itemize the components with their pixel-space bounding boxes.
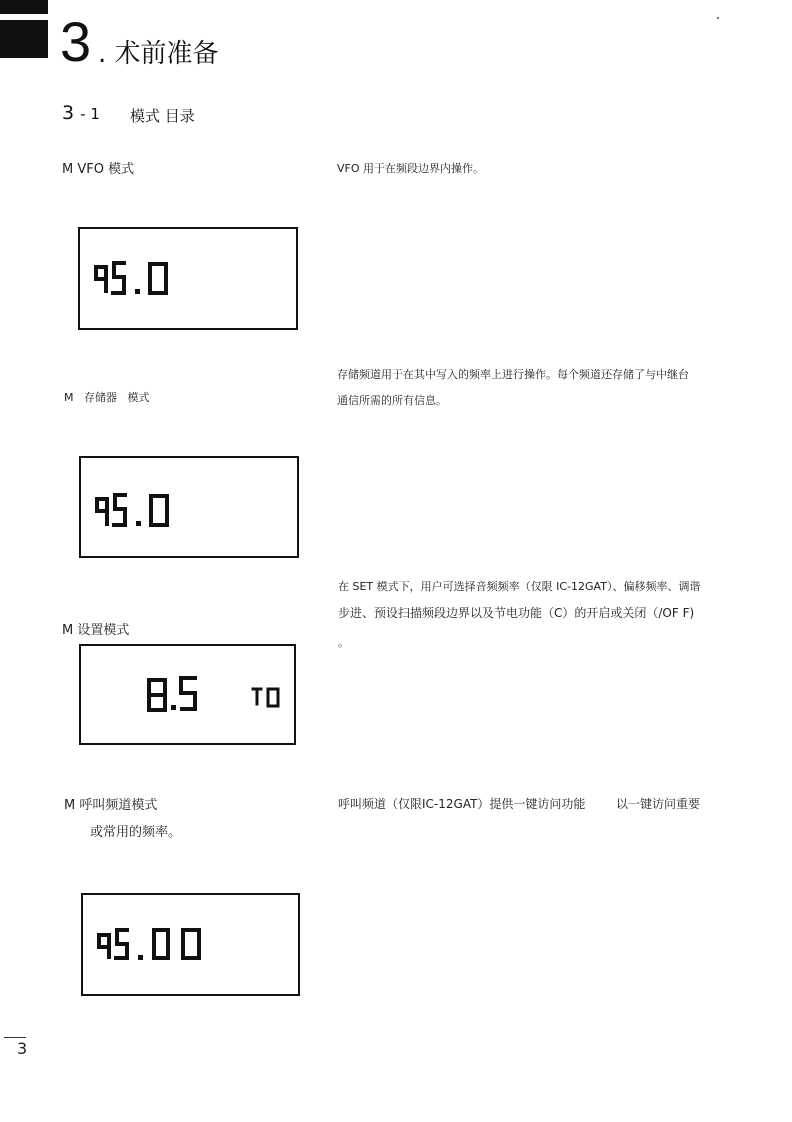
lcd-digits-call xyxy=(83,895,298,994)
mode-label-set: M 设置模式 xyxy=(62,623,130,638)
lcd-display-vfo xyxy=(78,227,298,330)
scan-mark xyxy=(717,17,719,19)
mode-desc-call-line1: 呼叫频道（仅限IC-12GAT）提供一键访问功能 以一键访问重要 xyxy=(338,797,700,811)
mode-label-vfo: M VFO 模式 xyxy=(62,162,135,177)
mode-desc-memory-line1: 存储频道用于在其中写入的频率上进行操作。每个频道还存储了与中继台 xyxy=(337,368,689,381)
lcd-digit-0 xyxy=(150,264,166,293)
lcd-digit-0 xyxy=(154,930,168,958)
lcd-decimal-point xyxy=(135,289,140,294)
page-number-rule xyxy=(4,1037,26,1038)
mode-desc-memory-line2: 通信所需的所有信息。 xyxy=(337,394,447,407)
page-number: 3 xyxy=(17,1039,28,1058)
lcd-digits-set xyxy=(81,646,294,743)
lcd-digit-5 xyxy=(114,495,125,525)
lcd-digit-5 xyxy=(116,930,127,958)
mode-label-call-cont: 或常用的频率。 xyxy=(90,825,182,840)
chapter-number: 3 xyxy=(60,10,92,73)
chapter-tab-top xyxy=(0,0,48,14)
lcd-decimal-point xyxy=(136,521,141,526)
chapter-tab xyxy=(0,20,48,58)
mode-label-memory: M 存储器 模式 xyxy=(64,391,150,404)
mode-desc-set-line1: 在 SET 模式下，用户可选择音频频率（仅限 IC-12GAT）、偏移频率、调谐 xyxy=(338,580,701,593)
section-number xyxy=(62,102,100,124)
lcd-digit-9 xyxy=(97,499,107,524)
lcd-decimal-point xyxy=(171,705,176,710)
mode-desc-vfo: VFO 用于在频段边界内操作。 xyxy=(337,162,485,175)
lcd-digit-0 xyxy=(151,496,167,525)
section-title: 模式 目录 xyxy=(130,107,195,125)
mode-desc-set-line2: 步进、预设扫描频段边界以及节电功能（C）的开启或关闭（/OF F) xyxy=(338,606,695,620)
lcd-digits-vfo xyxy=(80,229,296,328)
lcd-char-0 xyxy=(268,689,278,706)
chapter-title: . 术前准备 xyxy=(98,39,219,69)
lcd-display-set xyxy=(79,644,296,745)
lcd-digit-8 xyxy=(149,680,165,710)
lcd-digit-5 xyxy=(181,678,195,709)
mode-label-call: M 呼叫频道模式 xyxy=(64,798,158,813)
lcd-decimal-point xyxy=(138,955,143,960)
lcd-display-call xyxy=(81,893,300,996)
mode-desc-set-line3: 。 xyxy=(338,636,349,649)
lcd-display-memory xyxy=(79,456,299,558)
lcd-digit-5 xyxy=(113,263,124,293)
lcd-char-t xyxy=(253,689,261,704)
lcd-digits-memory xyxy=(81,458,297,556)
lcd-digit-9 xyxy=(99,935,109,957)
section-number-main: 3 xyxy=(62,102,75,124)
lcd-digit-0 xyxy=(183,930,199,958)
section-number-sub: - 1 xyxy=(80,105,100,123)
lcd-digit-9 xyxy=(96,267,106,291)
